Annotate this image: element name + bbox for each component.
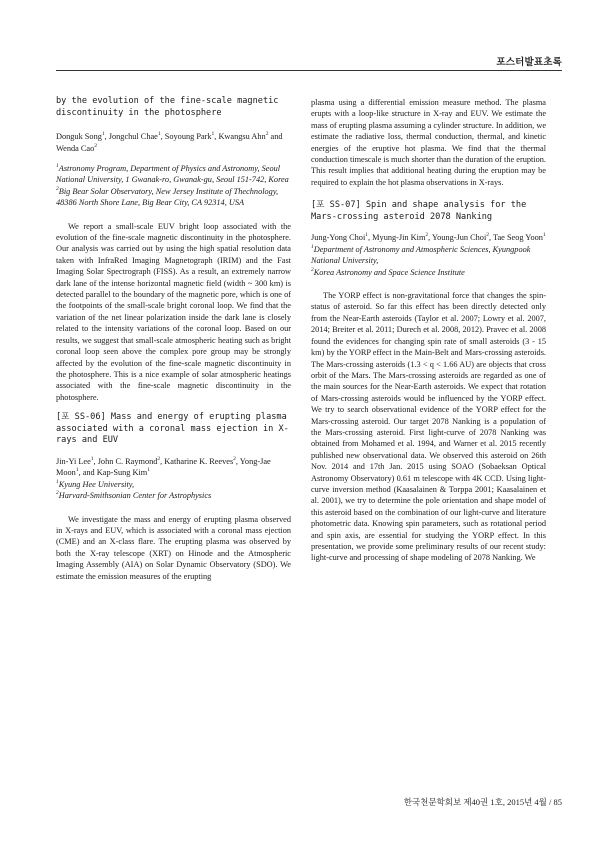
affiliation-text: Harvard-Smithsonian Center for Astrophysics	[58, 491, 212, 501]
paper1-affiliation-2	[56, 186, 291, 209]
author-sup: 1	[542, 232, 546, 239]
paper1-authors	[56, 131, 291, 154]
header-rule	[56, 70, 562, 71]
affiliation-text: Astronomy Program, Department of Physics and Astronomy, Seoul National University, 1 Gwanak-ro, Gwanak-gu, Seoul 151-742, Korea	[56, 164, 289, 185]
page-footer-citation: 한국천문학회보 제40권 1호, 2015년 4월 / 85	[403, 797, 562, 807]
paper3-abstract: The YORP effect is non-gravitational force that changes the spin-status of asteroid. So far this effect has been directly detected only from the Near-Earth asteroids (Taylor et al. 2007; Lowry et al. 2007, 2014; Breiter et al. 2011; Durech et al. 2008, 2012). Pravec et al. 2008 found the evidences for changing spin rate of small asteroids (3 - 15 km) by the YORP effect in the Main-Belt and Mars-crossing asteroids. The Mars-crossing asteroids (1.3 < q < 1.66 AU) are objects that cross orbit of the Mars. The Mars-crossing asteroids are regarded as one of the main sources for the Near-Earth asteroids. We expect that rotation of Mars-crossing asteroids would be influenced by the YORP effect. We try to search observational evidence of the YORP effect for the Mars-crossing asteroid. Our target 2078 Nanking is a population of the Mars-crossing asteroid. First light-curve of 2078 Nanking was obtained from Mohamed et al. 1994, and Warner et al. 2015 recently published new observational data. We observed this asteroid on 26th Nov. 2014 and 17th Jan. 2015 using SOAO (Sobaeksan Optical Astronomy Observatory) 0.61 m telescope with 4K CCD. Using light-curve inversion method (Kaasalainen & Torppa 2001; Kaasalainen et al. 2001), we try to determine the pole orientation and shape model of this asteroid based on the combination of our light-curve and literature photometric data. Knowing spin parameters, such as rotational period and spin axis, are essential for studying the YORP effect. In this presentation, we provide some preliminary results of our recent study: light-curve and processing of shape modeling of 2078 Nanking. We	[311, 291, 546, 563]
author-sup: 2	[94, 142, 98, 149]
paper2-affiliation-1	[56, 479, 291, 490]
author-name: and Wenda Cao	[56, 132, 283, 153]
affiliation-sup: 2	[56, 186, 59, 193]
author-name: Donguk Song	[56, 132, 102, 142]
author-name: , Katharine K. Reeves	[160, 456, 234, 466]
paper3-affiliation-2	[311, 267, 546, 278]
paper1-affiliation-1	[56, 163, 291, 186]
author-sup: 1	[75, 467, 79, 474]
affiliation-sup: 2	[56, 490, 59, 497]
paper2-abstract: We investigate the mass and energy of erupting plasma observed in X-rays and EUV, which is associated with a coronal mass ejection (CME) and an X-class flare. The erupting plasma was observed by both the X-ray telescope (XRT) on Hinode and the Atmospheric Imaging Assembly (AIA) on Solar Dynamic Observatory (SDO). We estimate the emission measures of the erupting	[56, 514, 291, 581]
paper2-abstract-continued: plasma using a differential emission measure method. The plasma erupts with a loop-like structure in X-ray and EUV. We estimate the mass of erupting plasma assuming a cylinder structure. In addition, we estimate the radiative loss, thermal conduction, thermal, and kinetic energies of the eruptive hot plasma. We find that the thermal conduction timescale is much shorter than the duration of the eruption. This result implies that additional heating during the eruption may be required to explain the hot plasma observations in X-rays.	[311, 98, 546, 187]
paper3-affiliation-1	[311, 244, 546, 267]
author-name: , Soyoung Park	[160, 132, 212, 142]
author-name: Jin-Yi Lee	[56, 456, 91, 466]
affiliation-sup: 1	[56, 163, 59, 170]
author-sup: 1	[90, 456, 94, 463]
author-sup: 1	[211, 131, 215, 138]
paper3-authors	[311, 232, 546, 243]
paper2-authors	[56, 456, 291, 479]
author-name: , and Kap-Sung Kim	[78, 468, 148, 478]
section-header-label: 포스터발표초록	[496, 57, 562, 68]
author-name: , Myung-Jin Kim	[368, 233, 426, 243]
left-column	[56, 96, 291, 582]
paper1-abstract: We report a small-scale EUV bright loop associated with the evolution of the fine-scale magnetic discontinuity in the photosphere. Our analysis was carried out by using the high spatial resolution data taken with InfraRed Imaging Magnetograph (IRIM) and the Fast Imaging Solar Spectrograph (FISS). As a result, an extremely narrow dark lane of the intense horizontal magnetic field (width ~ 300 km) is detected parallel to the boundary of the magnetic pore, which is one of the footpoints of the small-scale bright coronal loop. We find that the variation of the net linear polarization inside the dark lane is closely related to the intensity variations of the coronal loop. Based on our results, we suggest that small-scale atmospheric heating such as bright coronal loop seen above the complex pore group may be strongly affected by the evolution of the fine-scale magnetic discontinuity in the photosphere. This is a nice example of solar atmospheric heatings associated with the fine-scale magnetic discontinuity in the photosphere.	[56, 221, 291, 402]
author-name: , Tae Seog Yoon	[489, 233, 543, 243]
author-sup: 1	[101, 131, 105, 138]
author-sup: 1	[157, 131, 161, 138]
affiliation-sup: 2	[311, 266, 314, 273]
author-sup: 2	[486, 232, 490, 239]
author-sup: 1	[147, 467, 151, 474]
author-name: , Jongchul Chae	[104, 132, 158, 142]
affiliation-sup: 1	[56, 478, 59, 485]
paper2-title: [포 SS-06] Mass and energy of erupting plasma associated with a coronal mass ejection in X-rays and EUV	[56, 412, 289, 446]
affiliation-sup: 1	[311, 244, 314, 251]
affiliation-text: Kyung Hee University,	[58, 479, 135, 489]
author-name: Jung-Yong Choi	[311, 233, 366, 243]
paper2-affiliation-2	[56, 490, 291, 501]
author-name: , Young-Jun Choi	[428, 233, 487, 243]
paper3-title: [포 SS-07] Spin and shape analysis for the Mars-crossing asteroid 2078 Nanking	[311, 200, 527, 222]
author-name: , Yong-Jae Moon	[56, 456, 271, 478]
author-sup: 2	[233, 456, 236, 463]
author-sup: 2	[425, 232, 429, 239]
affiliation-text: Korea Astronomy and Space Science Institute	[313, 267, 465, 277]
author-sup: 2	[265, 131, 269, 138]
affiliation-text: Department of Astronomy and Atmospheric Sciences, Kyungpook National University,	[311, 244, 531, 266]
author-sup: 1	[365, 232, 369, 239]
author-name: , John C. Raymond	[93, 456, 158, 466]
right-column	[311, 97, 546, 564]
author-name: , Kwangsu Ahn	[214, 132, 266, 142]
paper1-title: by the evolution of the fine-scale magnetic discontinuity in the photosphere	[56, 96, 279, 118]
affiliation-text: Big Bear Solar Observatory, New Jersey Institute of Thechnology, 48386 North Shore Lane, Big Bear City, CA 92314, USA	[56, 186, 279, 208]
author-sup: 2	[157, 456, 161, 463]
